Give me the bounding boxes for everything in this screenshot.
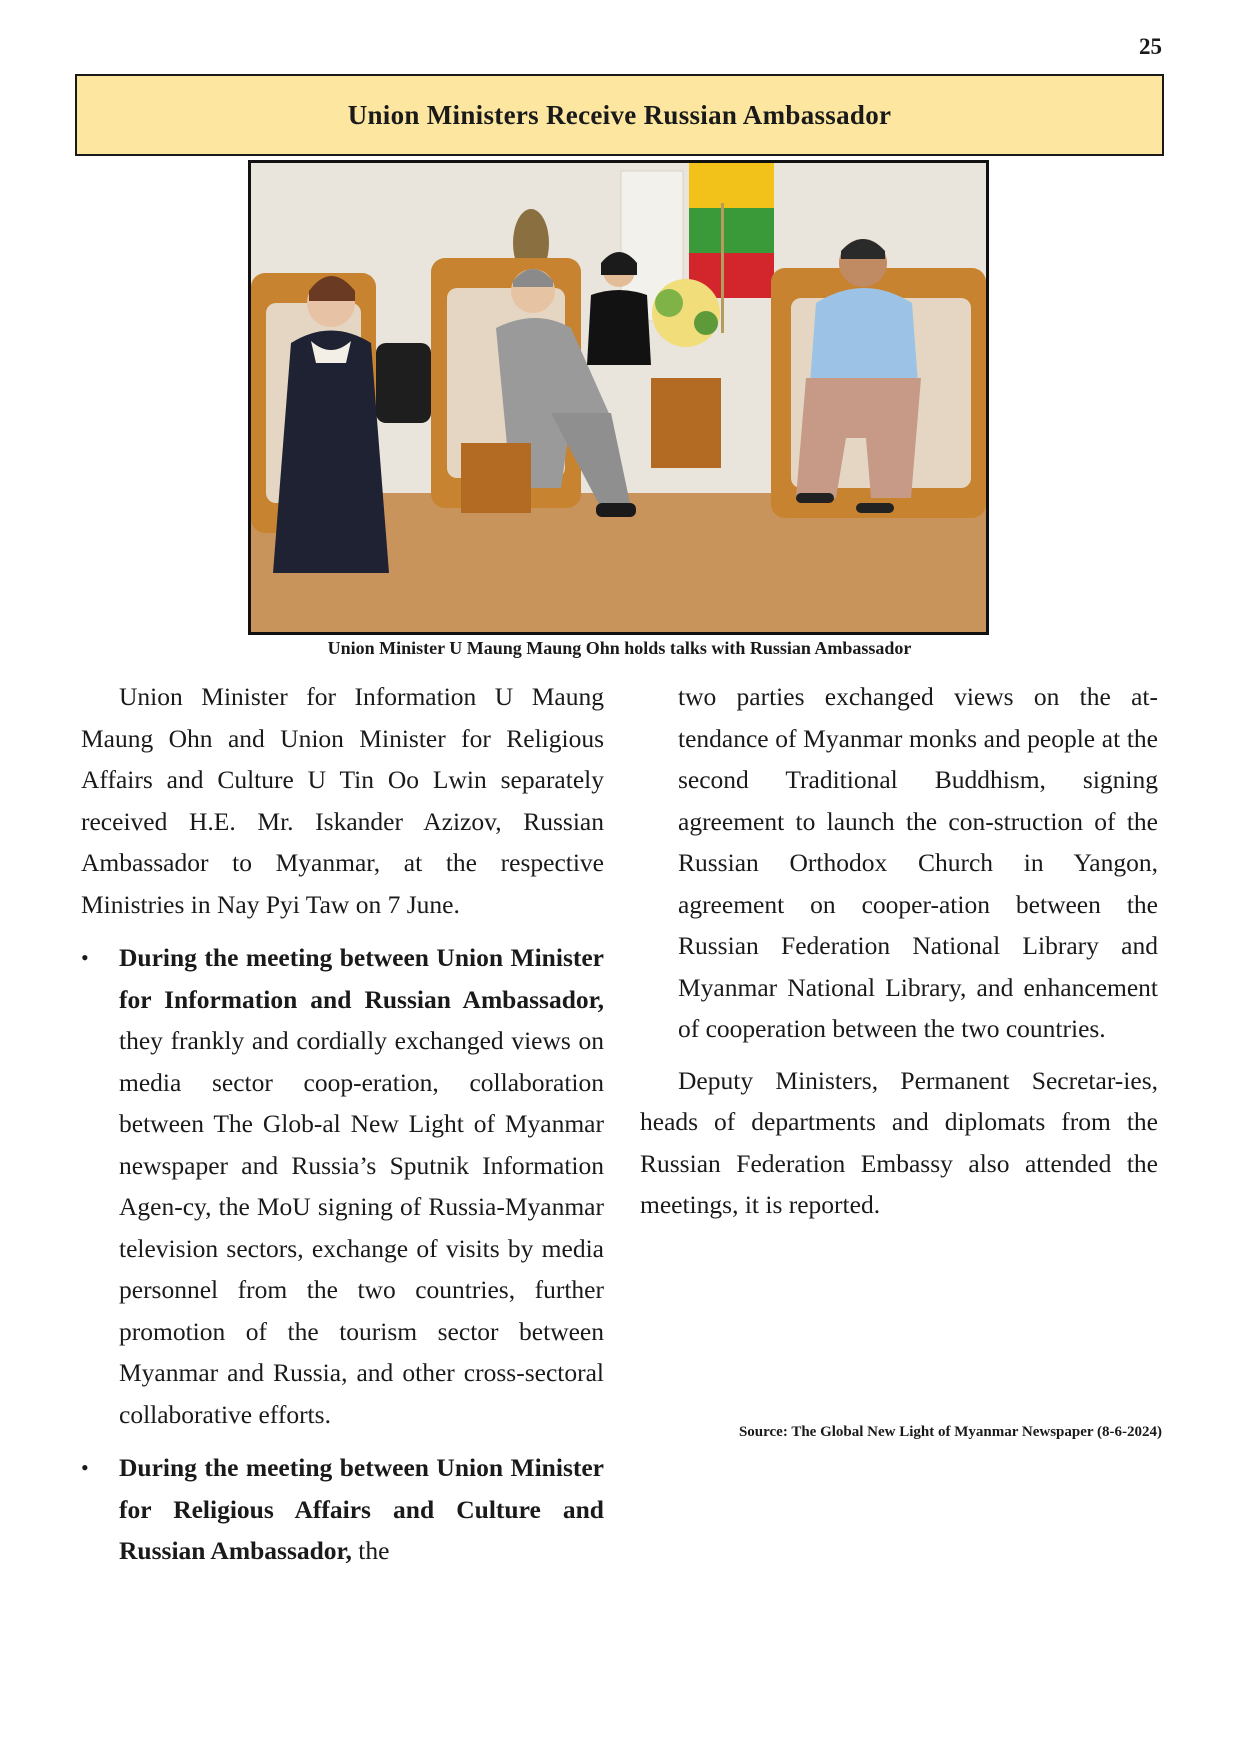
list-item [81, 1447, 604, 1572]
continuation-paragraph: two parties exchanged views on the at-tendance of Myanmar monks and people at the second Traditional Buddhism, signing agreement to launch the con-struction of the Russian Orthodox Church in Yangon, agreement on cooper-ation between the Russian Federation National Library and Myanmar National Library, and enhancement of cooperation between the two countries. [678, 682, 1158, 1043]
meeting-photo-illustration [251, 163, 986, 632]
closing-paragraph: Deputy Ministers, Permanent Secretar-ies, heads of departments and diplomats from the Russian Federation Embassy also attended the meetings, it is reported. [640, 1065, 1158, 1219]
meeting-bullet-list [81, 937, 604, 1572]
left-column [81, 676, 604, 1584]
article-title: Union Ministers Receive Russian Ambassador [347, 99, 892, 130]
bullet-text: the [351, 1536, 390, 1565]
bullet-lead: During the meeting between Union Minister for Information and Russian Ambassador, [119, 943, 604, 1014]
intro-paragraph: Union Minister for Information U Maung Maung Ohn and Union Minister for Religious Affairs and Culture U Tin Oo Lwin separately received H.E. Mr. Iskander Azizov, Russian Ambassador to Myanmar, at the respective Ministries in Nay Pyi Taw on 7 June. [81, 682, 604, 919]
photo-caption: Union Minister U Maung Maung Ohn holds talks with Russian Ambassador [327, 638, 912, 658]
article-photo [248, 160, 989, 635]
bullet-text: they frankly and cordially exchanged views on media sector coop-eration, collaboration between The Glob-al New Light of Myanmar newspaper and Russia’s Sputnik Information Agen-cy, the MoU signing of Russia-Myanmar television sectors, exchange of visits by media personnel from the two countries, further promotion of the tourism sector between Myanmar and Russia, and other cross-sectoral collaborative efforts. [119, 1026, 604, 1429]
article-title-banner [75, 74, 1164, 156]
list-item [81, 937, 604, 1435]
page-number: 25 [1139, 34, 1162, 59]
right-column [640, 676, 1158, 1226]
bullet-lead: During the meeting between Union Minister for Religious Affairs and Culture and Russian Ambassador, [119, 1453, 604, 1565]
source-credit: Source: The Global New Light of Myanmar Newspaper (8-6-2024) [738, 1424, 1162, 1440]
